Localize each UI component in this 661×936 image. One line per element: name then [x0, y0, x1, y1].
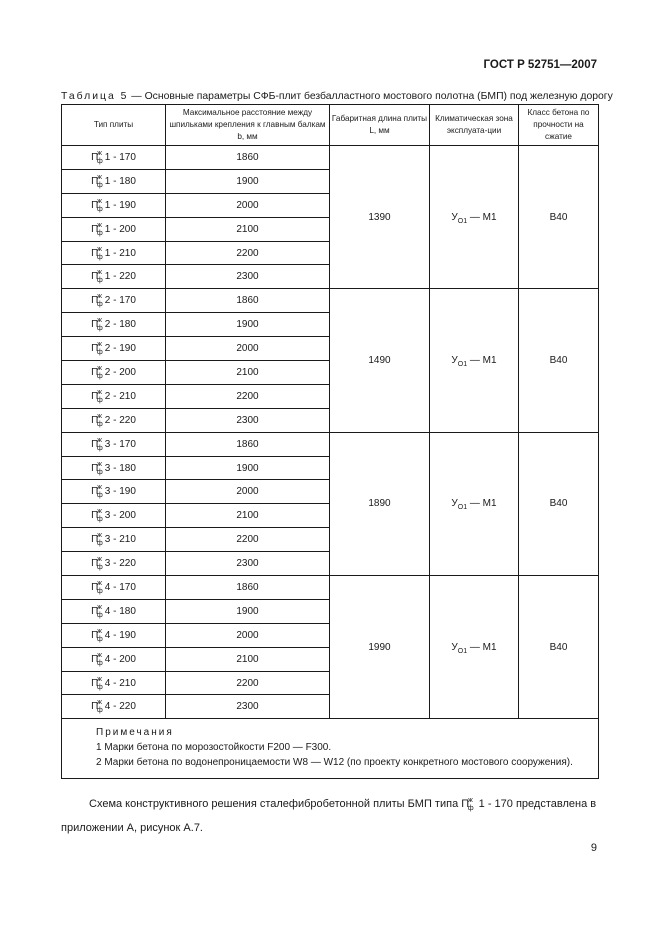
type-sup: ж — [97, 532, 102, 540]
page-number: 9 — [590, 842, 597, 854]
table-row — [62, 432, 599, 456]
type-sub: ф — [96, 301, 103, 309]
type-code: 3 - 220 — [104, 558, 136, 570]
type-sub: ф — [96, 564, 103, 572]
type-prefix: П — [91, 462, 99, 474]
type-code: 3 - 170 — [104, 438, 136, 450]
table-row — [62, 146, 599, 170]
plate-type-cell — [62, 217, 166, 241]
max-distance-cell: 2100 — [166, 361, 330, 385]
type-sup: ж — [97, 603, 102, 611]
table-caption-text: — Основные параметры СФБ-плит безбалластного мостового полотна (БМП) под железную дорогу — [128, 91, 613, 102]
plate-type-cell — [62, 432, 166, 456]
max-distance-cell: 2200 — [166, 528, 330, 552]
type-sup: ж — [97, 173, 102, 181]
concrete-class-cell: В40 — [519, 289, 599, 432]
type-code: 3 - 210 — [104, 534, 136, 546]
type-sub: ф — [467, 805, 474, 812]
concrete-class-cell: В40 — [519, 432, 599, 575]
type-sub: ф — [96, 205, 103, 213]
max-distance-cell: 2200 — [166, 384, 330, 408]
plate-type-cell — [62, 361, 166, 385]
max-distance-cell: 2000 — [166, 623, 330, 647]
type-sup: ж — [97, 197, 102, 205]
max-distance-cell: 2200 — [166, 241, 330, 265]
type-code: 2 - 190 — [104, 343, 136, 355]
type-sub: ф — [96, 707, 103, 715]
type-sup: ж — [97, 508, 102, 516]
type-sup: ж — [97, 651, 102, 659]
type-sub: ф — [96, 420, 103, 428]
type-code: 2 - 180 — [104, 319, 136, 331]
max-distance-cell: 2100 — [166, 217, 330, 241]
type-sub: ф — [96, 659, 103, 667]
type-sub: ф — [96, 325, 103, 333]
plate-type-cell — [62, 552, 166, 576]
type-prefix: П — [91, 510, 99, 522]
type-code: 1 - 210 — [104, 247, 136, 259]
type-prefix: П — [91, 653, 99, 665]
type-code: 4 - 180 — [104, 605, 136, 617]
type-sup: ж — [97, 364, 102, 372]
plate-type-cell — [62, 623, 166, 647]
type-sub: ф — [96, 540, 103, 548]
type-sup: ж — [97, 460, 102, 468]
max-distance-cell: 1860 — [166, 289, 330, 313]
max-distance-cell: 2200 — [166, 671, 330, 695]
type-code: 4 - 220 — [104, 701, 136, 713]
type-sub: ф — [96, 229, 103, 237]
column-header: Климатическая зона эксплуата-ции — [430, 105, 519, 146]
type-sub: ф — [96, 492, 103, 500]
type-code: 1 - 220 — [104, 271, 136, 283]
zone-sub: О1 — [457, 504, 468, 512]
overall-length-cell: 1990 — [330, 576, 430, 719]
max-distance-cell: 2300 — [166, 695, 330, 719]
climatic-zone-cell — [430, 432, 519, 575]
zone-main: У — [451, 498, 458, 510]
paragraph-type-code — [461, 798, 513, 810]
max-distance-cell: 1900 — [166, 599, 330, 623]
type-sup: ж — [97, 412, 102, 420]
type-code: 1 - 200 — [104, 223, 136, 235]
type-sup: ж — [97, 436, 102, 444]
type-prefix: П — [91, 558, 99, 570]
paragraph-after: представлена в приложении А, рисунок А.7. — [61, 798, 597, 834]
document-header: ГОСТ Р 52751—2007 — [483, 59, 597, 71]
plate-type-cell — [62, 480, 166, 504]
zone-rest: — М1 — [467, 211, 497, 223]
type-sup: ж — [97, 556, 102, 564]
overall-length-cell: 1390 — [330, 146, 430, 289]
concrete-class-cell: В40 — [519, 146, 599, 289]
plate-type-cell — [62, 647, 166, 671]
column-header: Тип плиты — [62, 105, 166, 146]
type-prefix: П — [91, 581, 99, 593]
type-sub: ф — [96, 181, 103, 189]
type-sub: ф — [96, 683, 103, 691]
type-code: 4 - 170 — [104, 581, 136, 593]
overall-length-cell: 1490 — [330, 289, 430, 432]
note-item: 2 Марки бетона по водонепроницаемости W8 — W12 (по проекту конкретного мостового сооружения). — [96, 757, 573, 769]
plate-type-cell — [62, 241, 166, 265]
max-distance-cell: 1900 — [166, 313, 330, 337]
type-prefix: П — [91, 223, 99, 235]
parameters-table — [61, 104, 599, 779]
table-caption-prefix: Таблица 5 — [61, 91, 129, 102]
type-prefix: П — [91, 343, 99, 355]
type-prefix: П — [91, 629, 99, 641]
plate-type-cell — [62, 456, 166, 480]
column-header: Класс бетона по прочности на сжатие — [519, 105, 599, 146]
type-sup: ж — [97, 699, 102, 707]
type-sub: ф — [96, 635, 103, 643]
zone-rest: — М1 — [467, 498, 497, 510]
type-prefix: П — [91, 534, 99, 546]
type-prefix: П — [91, 247, 99, 259]
column-header: Габаритная длина плиты L, мм — [330, 105, 430, 146]
type-sup: ж — [468, 797, 473, 804]
max-distance-cell: 1860 — [166, 146, 330, 170]
type-prefix: П — [91, 605, 99, 617]
plate-type-cell — [62, 193, 166, 217]
type-sup: ж — [97, 484, 102, 492]
type-sup: ж — [97, 245, 102, 253]
type-prefix: П — [91, 390, 99, 402]
notes-row — [62, 719, 599, 779]
zone-main: У — [451, 641, 458, 653]
plate-type-cell — [62, 265, 166, 289]
zone-sub: О1 — [457, 647, 468, 655]
type-prefix: П — [91, 366, 99, 378]
max-distance-cell: 2300 — [166, 265, 330, 289]
type-prefix: П — [91, 319, 99, 331]
zone-main: У — [451, 355, 458, 367]
type-sub: ф — [96, 468, 103, 476]
table-header-row — [62, 105, 599, 146]
plate-type-cell — [62, 169, 166, 193]
type-code: 3 - 190 — [104, 486, 136, 498]
type-sub: ф — [96, 372, 103, 380]
type-sup: ж — [97, 269, 102, 277]
max-distance-cell: 1860 — [166, 432, 330, 456]
type-sup: ж — [97, 579, 102, 587]
plate-type-cell — [62, 289, 166, 313]
plate-type-cell — [62, 528, 166, 552]
climatic-zone-cell — [430, 576, 519, 719]
zone-rest: — М1 — [467, 641, 497, 653]
climatic-zone-cell — [430, 146, 519, 289]
plate-type-cell — [62, 504, 166, 528]
zone-main: У — [451, 211, 458, 223]
type-prefix: П — [91, 438, 99, 450]
type-code: 1 - 180 — [104, 175, 136, 187]
type-sub: ф — [96, 587, 103, 595]
type-sup: ж — [97, 627, 102, 635]
type-prefix: П — [461, 798, 470, 810]
type-code: 4 - 190 — [104, 629, 136, 641]
type-code: 1 - 170 — [104, 151, 136, 163]
type-sub: ф — [96, 349, 103, 357]
body-paragraph — [61, 793, 599, 839]
max-distance-cell: 1900 — [166, 456, 330, 480]
plate-type-cell — [62, 337, 166, 361]
type-code: 4 - 210 — [104, 677, 136, 689]
type-code: 2 - 220 — [104, 414, 136, 426]
type-prefix: П — [91, 199, 99, 211]
plate-type-cell — [62, 576, 166, 600]
type-code: 3 - 180 — [104, 462, 136, 474]
max-distance-cell: 2000 — [166, 480, 330, 504]
max-distance-cell: 1900 — [166, 169, 330, 193]
overall-length-cell: 1890 — [330, 432, 430, 575]
type-code: 3 - 200 — [104, 510, 136, 522]
concrete-class-cell: В40 — [519, 576, 599, 719]
table-caption — [61, 91, 613, 102]
plate-type-cell — [62, 671, 166, 695]
max-distance-cell: 2000 — [166, 193, 330, 217]
type-sup: ж — [97, 341, 102, 349]
table-body — [62, 146, 599, 719]
type-rest: 1 - 170 — [475, 798, 513, 810]
max-distance-cell: 2000 — [166, 337, 330, 361]
type-sup: ж — [97, 293, 102, 301]
type-sup: ж — [97, 388, 102, 396]
max-distance-cell: 2300 — [166, 552, 330, 576]
type-sup: ж — [97, 317, 102, 325]
note-item: 1 Марки бетона по морозостойкости F200 — F300. — [96, 742, 332, 754]
notes-title: Примечания — [96, 727, 174, 739]
type-code: 2 - 170 — [104, 295, 136, 307]
type-prefix: П — [91, 151, 99, 163]
type-prefix: П — [91, 677, 99, 689]
type-sub: ф — [96, 277, 103, 285]
type-prefix: П — [91, 414, 99, 426]
type-code: 4 - 200 — [104, 653, 136, 665]
column-header: Максимальное расстояние между шпильками крепления к главным балкам b, мм — [166, 105, 330, 146]
type-sub: ф — [96, 611, 103, 619]
type-sup: ж — [97, 675, 102, 683]
paragraph-before: Схема конструктивного решения сталефибробетонной плиты БМП типа — [89, 798, 462, 810]
max-distance-cell: 1860 — [166, 576, 330, 600]
max-distance-cell: 2100 — [166, 647, 330, 671]
climatic-zone-cell — [430, 289, 519, 432]
max-distance-cell: 2300 — [166, 408, 330, 432]
table-row — [62, 576, 599, 600]
type-sup: ж — [97, 221, 102, 229]
type-code: 1 - 190 — [104, 199, 136, 211]
type-prefix: П — [91, 486, 99, 498]
plate-type-cell — [62, 599, 166, 623]
table-row — [62, 289, 599, 313]
zone-sub: О1 — [457, 217, 468, 225]
type-sub: ф — [96, 157, 103, 165]
notes-cell — [62, 719, 599, 779]
type-prefix: П — [91, 701, 99, 713]
plate-type-cell — [62, 695, 166, 719]
type-code: 2 - 210 — [104, 390, 136, 402]
plate-type-cell — [62, 408, 166, 432]
zone-rest: — М1 — [467, 355, 497, 367]
type-sub: ф — [96, 444, 103, 452]
type-prefix: П — [91, 295, 99, 307]
max-distance-cell: 2100 — [166, 504, 330, 528]
type-sub: ф — [96, 516, 103, 524]
plate-type-cell — [62, 384, 166, 408]
type-prefix: П — [91, 175, 99, 187]
type-sub: ф — [96, 396, 103, 404]
type-sub: ф — [96, 253, 103, 261]
zone-sub: О1 — [457, 361, 468, 369]
type-prefix: П — [91, 271, 99, 283]
type-sup: ж — [97, 149, 102, 157]
type-code: 2 - 200 — [104, 366, 136, 378]
plate-type-cell — [62, 313, 166, 337]
plate-type-cell — [62, 146, 166, 170]
